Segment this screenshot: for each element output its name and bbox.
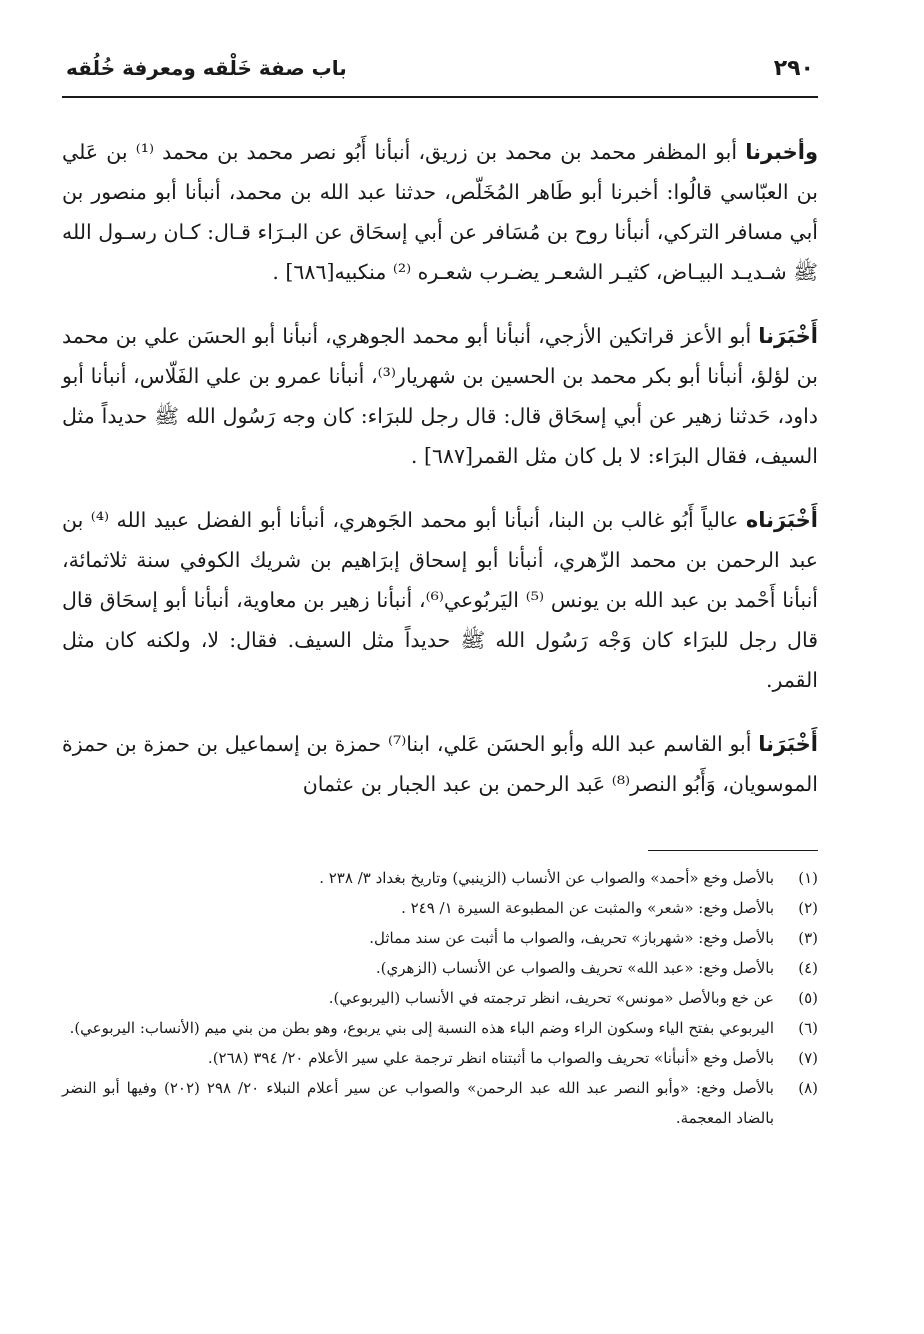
paragraph-lead: وأخبرنا xyxy=(745,140,819,164)
paragraph-text: عالياً أَبُو غالب بن البنا، أنبأنا أبو محمد الجَوهري، أنبأنا أبو الفضل عبيد الله ⁽⁴⁾ بن عبد الرحمن بن محمد الزّهري، أنبأنا أبو إسحاق إبرَاهيم بن شريك الكوفي سنة ثلاثمائة، أنبأنا أَحْمد بن عبد الله بن يونس ⁽⁵⁾ اليَربُوعي⁽⁶⁾، أنبأنا زهير بن معاوية، أنبأنا أبو إسحَاق قال قال رجل للبرَاء كان وَجْه رَسُول الله ﷺ حديداً مثل السيف. فقال: لا، ولكنه كان مثل القمر. xyxy=(62,508,819,692)
footnote-text: بالأصل وخع: «وأبو النصر عبد الله عبد الرحمن» والصواب عن سير أعلام النبلاء ٢٠/ ٢٩٨ (٢٠٢) وفيها أبو النضر بالضاد المعجمة. xyxy=(62,1079,774,1127)
footnote-text: بالأصل وخع: «عبد الله» تحريف والصواب عن الأنساب (الزهري). xyxy=(375,959,774,977)
paragraph-1 xyxy=(62,132,818,292)
paragraph-text: أبو القاسم عبد الله وأبو الحسَن عَلي، ابنا⁽⁷⁾ حمزة بن إسماعيل بن حمزة بن حمزة الموسويان، وَأَبُو النصر⁽⁸⁾ عَبد الرحمن بن عبد الجبار بن عثمان xyxy=(62,732,818,796)
footnote-text: بالأصل وخع «أحمد» والصواب عن الأنساب (الزينبي) وتاريخ بغداد ٣/ ٢٣٨ . xyxy=(319,869,774,887)
footnote-text: بالأصل وخع: «شهرباز» تحريف، والصواب ما أثبت عن سند مماثل. xyxy=(369,929,774,947)
footnote-number: (٥) xyxy=(798,989,818,1007)
footnote-item xyxy=(62,1073,818,1133)
footnote-number: (٣) xyxy=(798,929,818,947)
footnote-number: (٧) xyxy=(798,1049,818,1067)
footnote-number: (٤) xyxy=(798,959,818,977)
paragraph-lead: أَخْبَرَنا xyxy=(758,732,818,756)
paragraph-lead: أَخْبَرَناه xyxy=(745,508,818,532)
paragraph-lead: أَخْبَرَنا xyxy=(758,324,818,348)
footnote-item xyxy=(62,863,818,893)
footnote-text: عن خع وبالأصل «مونس» تحريف، انظر ترجمته في الأنساب (اليربوعي). xyxy=(328,989,774,1007)
book-page xyxy=(62,50,818,1310)
page-header xyxy=(62,50,818,98)
footnote-text: اليربوعي بفتح الياء وسكون الراء وضم الباء هذه النسبة إلى بني يربوع، وهو بطن من بني ميم (الأنساب: اليربوعي). xyxy=(69,1019,774,1037)
paragraph-3 xyxy=(62,500,818,700)
footnote-item xyxy=(62,1043,818,1073)
footnote-item xyxy=(62,983,818,1013)
footnote-item xyxy=(62,893,818,923)
footnote-text: بالأصل وخع «أنبأنا» تحريف والصواب ما أثبتناه انظر ترجمة علي سير الأعلام ٢٠/ ٣٩٤ (٢٦٨). xyxy=(207,1049,774,1067)
footnote-item xyxy=(62,1013,818,1043)
footnote-item xyxy=(62,953,818,983)
footnote-text: بالأصل وخع: «شعر» والمثبت عن المطبوعة السيرة ١/ ٢٤٩ . xyxy=(401,899,774,917)
footnote-number: (٨) xyxy=(798,1079,818,1097)
paragraph-2 xyxy=(62,316,818,476)
paragraph-text: أبو الأعز قراتكين الأزجي، أنبأنا أبو محمد الجوهري، أنبأنا أبو الحسَن علي بن محمد بن لؤلؤ، أنبأنا أبو بكر محمد بن الحسين بن شهريار⁽³⁾، أنبأنا عمرو بن علي الفَلّاس، أنبأنا أبو داود، حَدثنا زهير عن أبي إسحَاق قال: قال رجل للبرَاء: كان وجه رَسُول الله ﷺ حديداً مثل السيف، فقال البرَاء: لا بل كان مثل القمر[٦٨٧] . xyxy=(62,324,818,468)
footnote-number: (١) xyxy=(798,869,818,887)
main-text xyxy=(62,132,818,804)
footnote-item xyxy=(62,923,818,953)
footnote-number: (٢) xyxy=(798,899,818,917)
paragraph-4 xyxy=(62,724,818,804)
page-number: ٢٩٠ xyxy=(773,56,814,81)
footnotes-list xyxy=(62,863,818,1133)
footnote-number: (٦) xyxy=(798,1019,818,1037)
paragraph-text: أبو المظفر محمد بن محمد بن زريق، أنبأنا أَبُو نصر محمد بن محمد ⁽¹⁾ بن عَلي بن العبّاسي قالُوا: أخبرنا أبو طَاهر المُخَلّص، حدثنا عبد الله بن محمد، أنبأنا أبو منصور بن أبي مسافر التركي، أنبأنا روح بن مُسَافر عن أبي إسحَاق عن البـرَاء قـال: كـان رسـول الله ﷺ شـديـد البيـاض، كثيـر الشعـر يضـرب شعـره ⁽²⁾ منكبيه[٦٨٦] . xyxy=(62,140,818,284)
footnote-divider xyxy=(648,850,818,851)
running-title: باب صفة خَلْقه ومعرفة خُلُقه xyxy=(66,56,347,80)
